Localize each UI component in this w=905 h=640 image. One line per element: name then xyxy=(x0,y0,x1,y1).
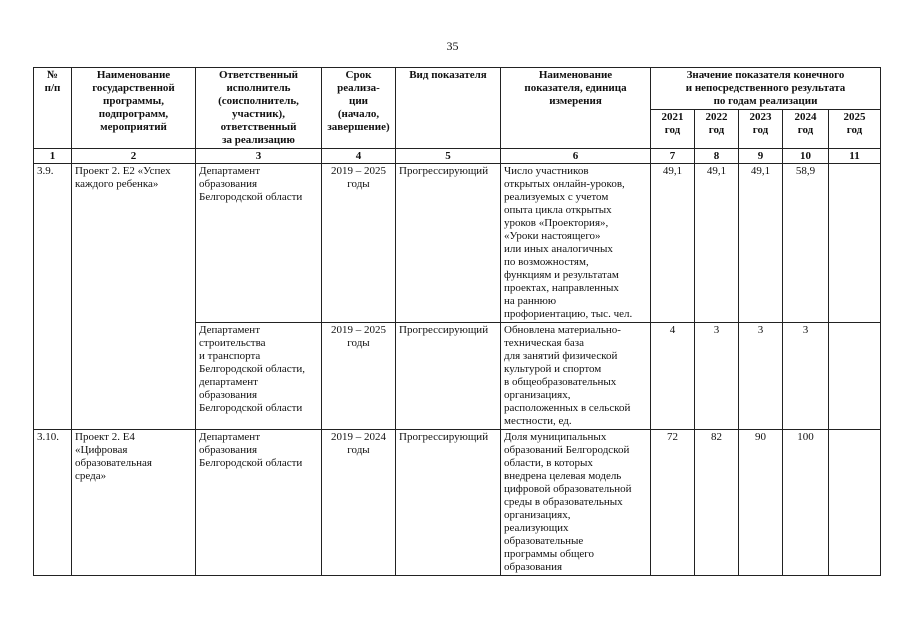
header-indicator: Наименование показателя, единица измерения xyxy=(501,68,651,149)
header-row xyxy=(34,68,881,110)
indicator-type: Прогрессирующий xyxy=(396,164,501,323)
indicators-table xyxy=(33,67,881,576)
col-number: 3 xyxy=(196,149,322,164)
indicator-name: Доля муниципальных образований Белгородской области, в которых внедрена целевая модель цифровой образовательной среды в образовательных организациях, реализующих образовательные программы общего образования xyxy=(501,430,651,576)
executor: Департамент образования Белгородской области xyxy=(196,164,322,323)
indicator-type: Прогрессирующий xyxy=(396,323,501,430)
term: 2019 – 2025 годы xyxy=(322,323,396,430)
value-2023: 90 xyxy=(739,430,783,576)
col-number: 1 xyxy=(34,149,72,164)
header-num: № п/п xyxy=(34,68,72,149)
executor: Департамент образования Белгородской области xyxy=(196,430,322,576)
term: 2019 – 2025 годы xyxy=(322,164,396,323)
value-2025 xyxy=(829,430,881,576)
value-2025 xyxy=(829,164,881,323)
header-year-2024: 2024 год xyxy=(783,110,829,149)
indicator-type: Прогрессирующий xyxy=(396,430,501,576)
col-number: 10 xyxy=(783,149,829,164)
table-row xyxy=(34,164,881,323)
value-2022: 49,1 xyxy=(695,164,739,323)
indicator-name: Число участников открытых онлайн-уроков, реализуемых с учетом опыта цикла открытых уроков «Проектория», «Уроки настоящего» или иных аналогичных по возможностям, функциям и результатам проектах, направленных на раннюю профориентацию, тыс. чел. xyxy=(501,164,651,323)
value-2021: 4 xyxy=(651,323,695,430)
col-number: 4 xyxy=(322,149,396,164)
header-program: Наименование государственной программы, подпрограмм, мероприятий xyxy=(72,68,196,149)
header-year-2025: 2025 год xyxy=(829,110,881,149)
header-type: Вид показателя xyxy=(396,68,501,149)
col-number: 11 xyxy=(829,149,881,164)
indicator-name: Обновлена материально- техническая база для занятий физической культурой и спортом в общеобразовательных организациях, расположенных в сельской местности, ед. xyxy=(501,323,651,430)
value-2021: 72 xyxy=(651,430,695,576)
header-term: Срок реализа- ции (начало, завершение) xyxy=(322,68,396,149)
value-2023: 49,1 xyxy=(739,164,783,323)
col-number: 6 xyxy=(501,149,651,164)
page-number: 35 xyxy=(446,39,459,53)
value-2022: 3 xyxy=(695,323,739,430)
row-number: 3.10. xyxy=(34,430,72,576)
value-2024: 3 xyxy=(783,323,829,430)
value-2025 xyxy=(829,323,881,430)
header-values: Значение показателя конечного и непосредственного результата по годам реализации xyxy=(651,68,881,110)
executor: Департамент строительства и транспорта Белгородской области, департамент образования Белгородской области xyxy=(196,323,322,430)
header-executor: Ответственный исполнитель (соисполнитель, участник), ответственный за реализацию xyxy=(196,68,322,149)
table-row xyxy=(34,430,881,576)
header-year-2023: 2023 год xyxy=(739,110,783,149)
col-number: 2 xyxy=(72,149,196,164)
column-numbering-row xyxy=(34,149,881,164)
header-year-2021: 2021 год xyxy=(651,110,695,149)
program-name: Проект 2. Е2 «Успех каждого ребенка» xyxy=(72,164,196,430)
value-2022: 82 xyxy=(695,430,739,576)
term: 2019 – 2024 годы xyxy=(322,430,396,576)
value-2024: 58,9 xyxy=(783,164,829,323)
program-name: Проект 2. Е4 «Цифровая образовательная среда» xyxy=(72,430,196,576)
value-2024: 100 xyxy=(783,430,829,576)
col-number: 9 xyxy=(739,149,783,164)
col-number: 7 xyxy=(651,149,695,164)
col-number: 8 xyxy=(695,149,739,164)
value-2021: 49,1 xyxy=(651,164,695,323)
header-year-2022: 2022 год xyxy=(695,110,739,149)
col-number: 5 xyxy=(396,149,501,164)
value-2023: 3 xyxy=(739,323,783,430)
row-number: 3.9. xyxy=(34,164,72,430)
